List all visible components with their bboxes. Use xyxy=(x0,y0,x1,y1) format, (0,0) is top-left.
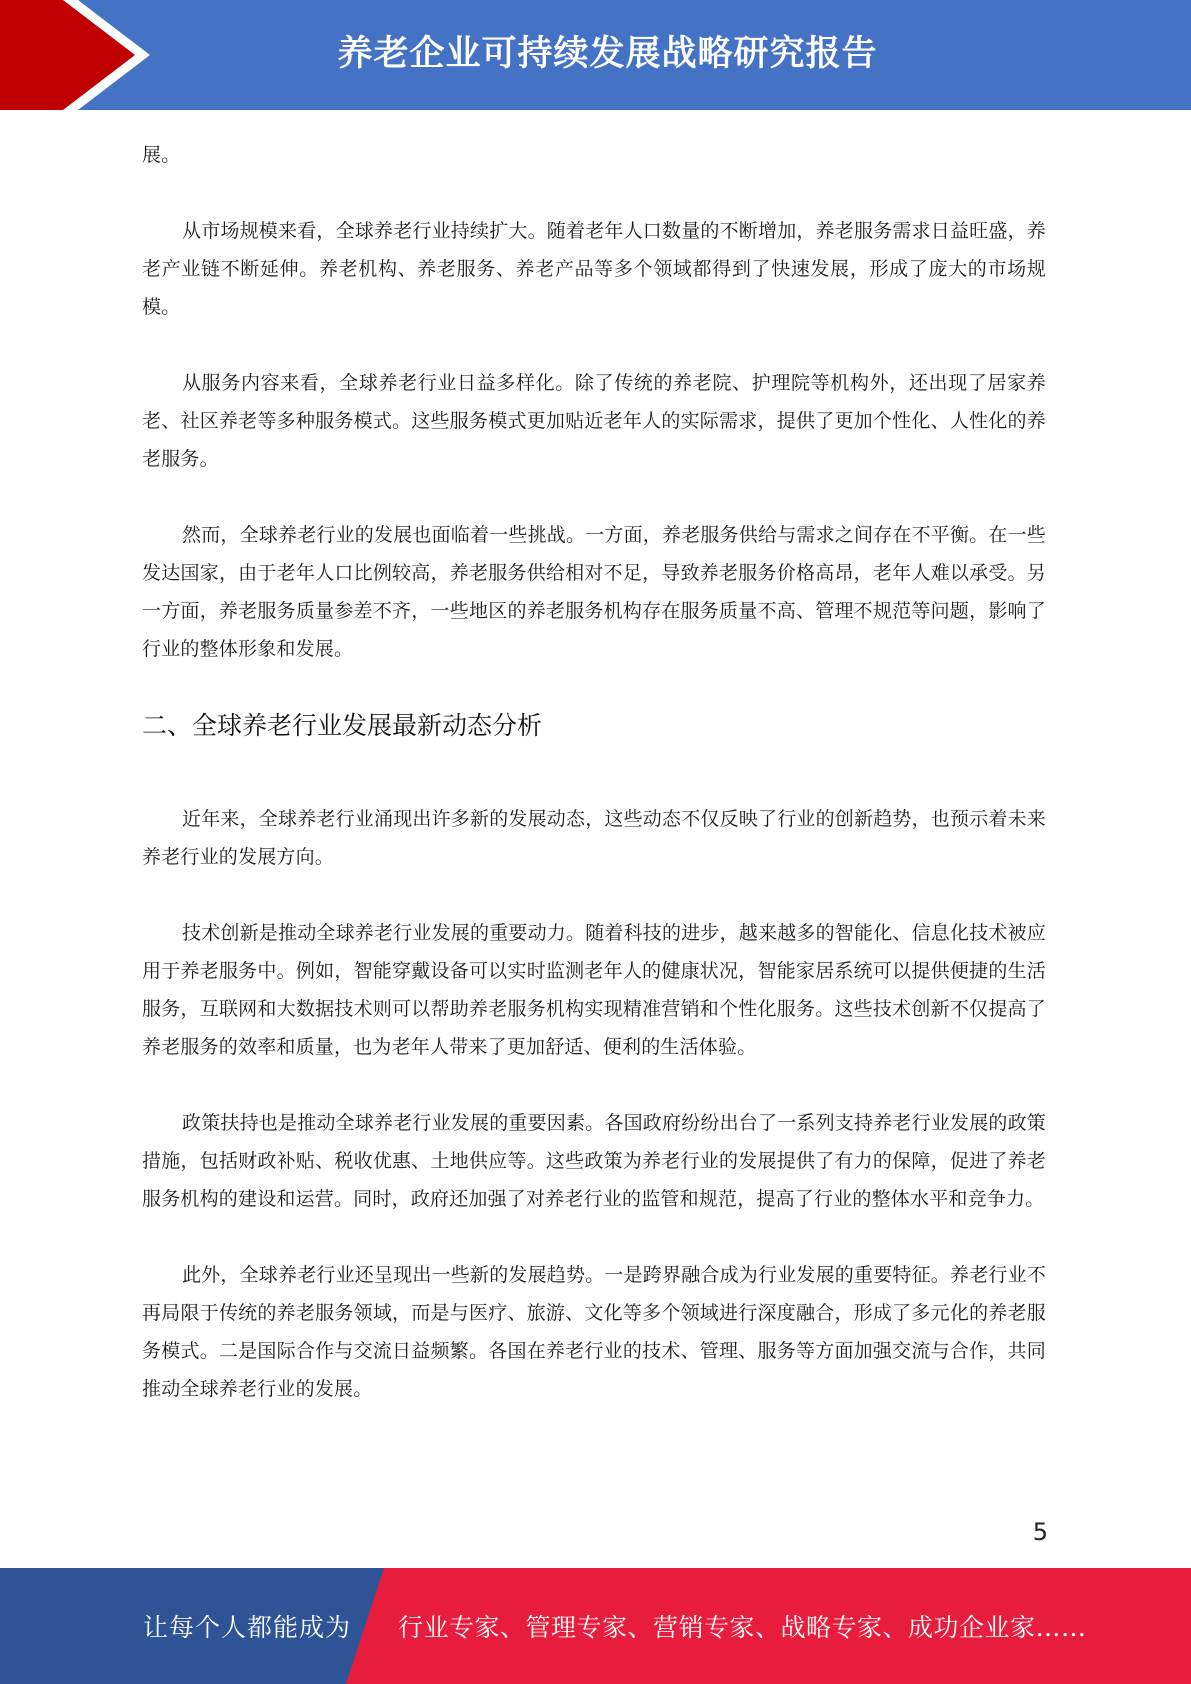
paragraph-new-trends: 此外，全球养老行业还呈现出一些新的发展趋势。一是跨界融合成为行业发展的重要特征。养老行业不再局限于传统的养老服务领域，而是与医疗、旅游、文化等多个领域进行深度融合，形成了多元化的养老服务模式。二是国际合作与交流日益频繁。各国在养老行业的技术、管理、服务等方面加强交流与合作，共同推动全球养老行业的发展。 xyxy=(142,1264,1047,1400)
document-body xyxy=(142,136,1046,1446)
paragraph-recent-trends: 近年来，全球养老行业涌现出许多新的发展动态，这些动态不仅反映了行业的创新趋势，也预示着未来养老行业的发展方向。 xyxy=(142,808,1047,868)
paragraph-policy-support: 政策扶持也是推动全球养老行业发展的重要因素。各国政府纷纷出台了一系列支持养老行业发展的政策措施，包括财政补贴、税收优惠、土地供应等。这些政策为养老行业的发展提供了有力的保障，促进了养老服务机构的建设和运营。同时，政府还加强了对养老行业的监管和规范，提高了行业的整体水平和竞争力。 xyxy=(142,1112,1047,1210)
section-heading: 二、全球养老行业发展最新动态分析 xyxy=(142,711,543,740)
footer-slogan-left: 让每个人都能成为 xyxy=(143,1613,352,1642)
page-footer xyxy=(0,1568,1191,1684)
page-header xyxy=(0,0,1191,110)
page-number: 5 xyxy=(1032,1518,1048,1546)
paragraph-market-scale: 从市场规模来看，全球养老行业持续扩大。随着老年人口数量的不断增加，养老服务需求日益旺盛，养老产业链不断延伸。养老机构、养老服务、养老产品等多个领域都得到了快速发展，形成了庞大的市场规模。 xyxy=(142,220,1047,318)
paragraph-challenges: 然而，全球养老行业的发展也面临着一些挑战。一方面，养老服务供给与需求之间存在不平衡。在一些发达国家，由于老年人口比例较高，养老服务供给相对不足，导致养老服务价格高昂，老年人难以承受。另一方面，养老服务质量参差不齐，一些地区的养老服务机构存在服务质量不高、管理不规范等问题，影响了行业的整体形象和发展。 xyxy=(142,524,1047,660)
report-title: 养老企业可持续发展战略研究报告 xyxy=(337,34,878,74)
footer-slogan-right: 行业专家、管理专家、营销专家、战略专家、成功企业家…… xyxy=(398,1613,1087,1642)
continued-paragraph: 展。 xyxy=(142,144,181,166)
paragraph-tech-innovation: 技术创新是推动全球养老行业发展的重要动力。随着科技的进步，越来越多的智能化、信息化技术被应用于养老服务中。例如，智能穿戴设备可以实时监测老年人的健康状况，智能家居系统可以提供便捷的生活服务，互联网和大数据技术则可以帮助养老服务机构实现精准营销和个性化服务。这些技术创新不仅提高了养老服务的效率和质量，也为老年人带来了更加舒适、便利的生活体验。 xyxy=(142,922,1047,1058)
paragraph-service-content: 从服务内容来看，全球养老行业日益多样化。除了传统的养老院、护理院等机构外，还出现了居家养老、社区养老等多种服务模式。这些服务模式更加贴近老年人的实际需求，提供了更加个性化、人性化的养老服务。 xyxy=(142,372,1046,470)
